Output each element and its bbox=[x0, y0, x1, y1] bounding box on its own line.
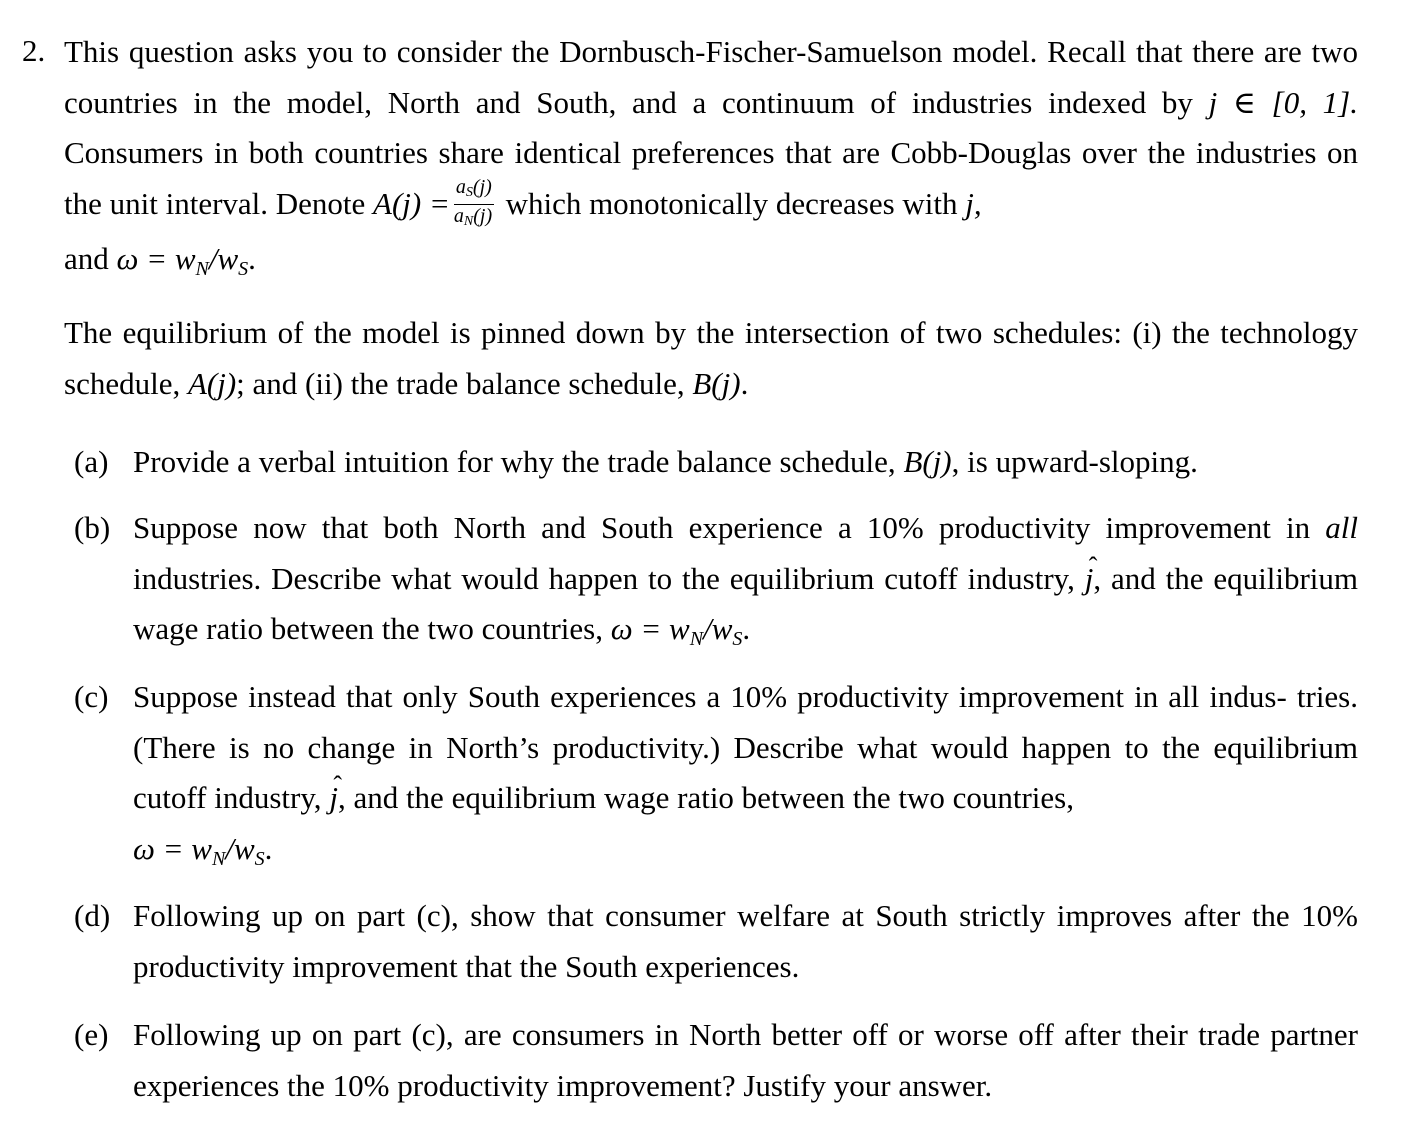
intro-period: . bbox=[248, 240, 256, 276]
part-c-end: . bbox=[264, 830, 273, 866]
math-B-j: B(j) bbox=[903, 444, 952, 479]
part-label: (d) bbox=[74, 898, 111, 933]
omega-sub-N: N bbox=[689, 628, 704, 650]
intro-text-4: and bbox=[64, 240, 109, 276]
frac-top-sub: S bbox=[465, 184, 473, 200]
part-text bbox=[133, 503, 1358, 665]
part-label: (a) bbox=[74, 444, 109, 479]
equilibrium-paragraph bbox=[64, 308, 1358, 409]
omega-slash-w: /w bbox=[208, 240, 239, 276]
math-omega bbox=[610, 611, 743, 650]
math-B-j: B(j) bbox=[692, 365, 741, 401]
part-text bbox=[133, 672, 1358, 884]
frac-top-arg: (j) bbox=[472, 175, 492, 198]
math-omega bbox=[116, 240, 249, 280]
eq-text-1: The equilibrium of the model is pinned down by the intersection of two schedules: (i) the technology schedule, bbox=[64, 315, 1358, 401]
part-a-text-1: Provide a verbal intuition for why the trade balance schedule, bbox=[133, 444, 896, 479]
part-text bbox=[133, 437, 1358, 488]
math-A-def: A(j) = bbox=[373, 185, 450, 221]
omega-eq: ω = w bbox=[610, 611, 690, 646]
omega-sub-N: N bbox=[211, 847, 226, 870]
math-j-hat: ˆ j bbox=[1085, 554, 1094, 605]
part-b-text-1: Suppose now that both North and South experience a 10% productivity improvement in bbox=[133, 510, 1311, 545]
math-j-interval: j ∈ [0, 1]. bbox=[1208, 84, 1358, 120]
part-text: Following up on part (c), are consumers in North better off or worse off after their trade partner experiences the 10% productivity improvement? Justify your answer. bbox=[133, 1017, 1358, 1103]
math-j: j, bbox=[965, 185, 982, 221]
intro-text-3: which monotonically decreases with bbox=[505, 185, 958, 221]
math-j-hat: ˆ j bbox=[329, 773, 338, 824]
part-c-text-1: Suppose instead that only South experiences a 10% productivity improvement in all indus- tries. (There is no change in North’s productivity.) Describe what would happen to the equilibrium cutoff industry, bbox=[133, 679, 1358, 815]
intro-text-2: Consumers in both countries share identical preferences that are Cobb-Douglas over the industries on the unit interval. Denote bbox=[64, 135, 1358, 221]
eq-text-3: . bbox=[740, 365, 749, 401]
part-b-end: . bbox=[742, 611, 751, 646]
intro-text-1: This question asks you to consider the Dornbusch-Fischer-Samuelson model. Recall that there are two countries in the model, North and South, and a continuum of industries indexed by bbox=[64, 34, 1358, 120]
part-text: Following up on part (c), show that consumer welfare at South strictly improves after the 10% productivity improvement that the South experiences. bbox=[133, 898, 1358, 984]
part-b-text-2: industries. Describe what would happen to the equilibrium cutoff industry, bbox=[133, 560, 1075, 596]
part-label: (e) bbox=[74, 1017, 109, 1052]
eq-text-2: ; and (ii) the trade balance schedule, bbox=[236, 365, 685, 401]
math-omega bbox=[133, 830, 265, 870]
frac-top-a: a bbox=[455, 175, 466, 198]
part-label: (b) bbox=[74, 510, 111, 545]
omega-sub-S: S bbox=[254, 847, 265, 870]
frac-bot-arg: (j) bbox=[473, 204, 493, 227]
question-number: 2. bbox=[22, 33, 46, 68]
frac-bot-sub: N bbox=[463, 213, 474, 229]
omega-sub-S: S bbox=[732, 628, 743, 650]
omega-slash-w: /w bbox=[225, 830, 255, 866]
omega-slash-w: /w bbox=[703, 611, 733, 646]
question-intro bbox=[64, 27, 1358, 294]
omega-eq: ω = w bbox=[133, 830, 212, 866]
part-c-text-2: , and the equilibrium wage ratio between the two countries, bbox=[337, 780, 1074, 815]
part-b-text-3: , and the equilibrium wage ratio between the two countries, bbox=[133, 560, 1358, 646]
omega-sub-S: S bbox=[238, 257, 249, 280]
part-b-emphasis: all bbox=[1325, 510, 1358, 545]
part-label: (c) bbox=[74, 679, 109, 714]
part-a-text-2: , is upward-sloping. bbox=[951, 444, 1198, 479]
math-A-j: A(j) bbox=[187, 365, 237, 401]
frac-bot-a: a bbox=[453, 204, 464, 227]
fraction-aS-over-aN bbox=[454, 177, 494, 232]
omega-sub-N: N bbox=[195, 257, 209, 280]
omega-eq: ω = w bbox=[116, 240, 196, 276]
